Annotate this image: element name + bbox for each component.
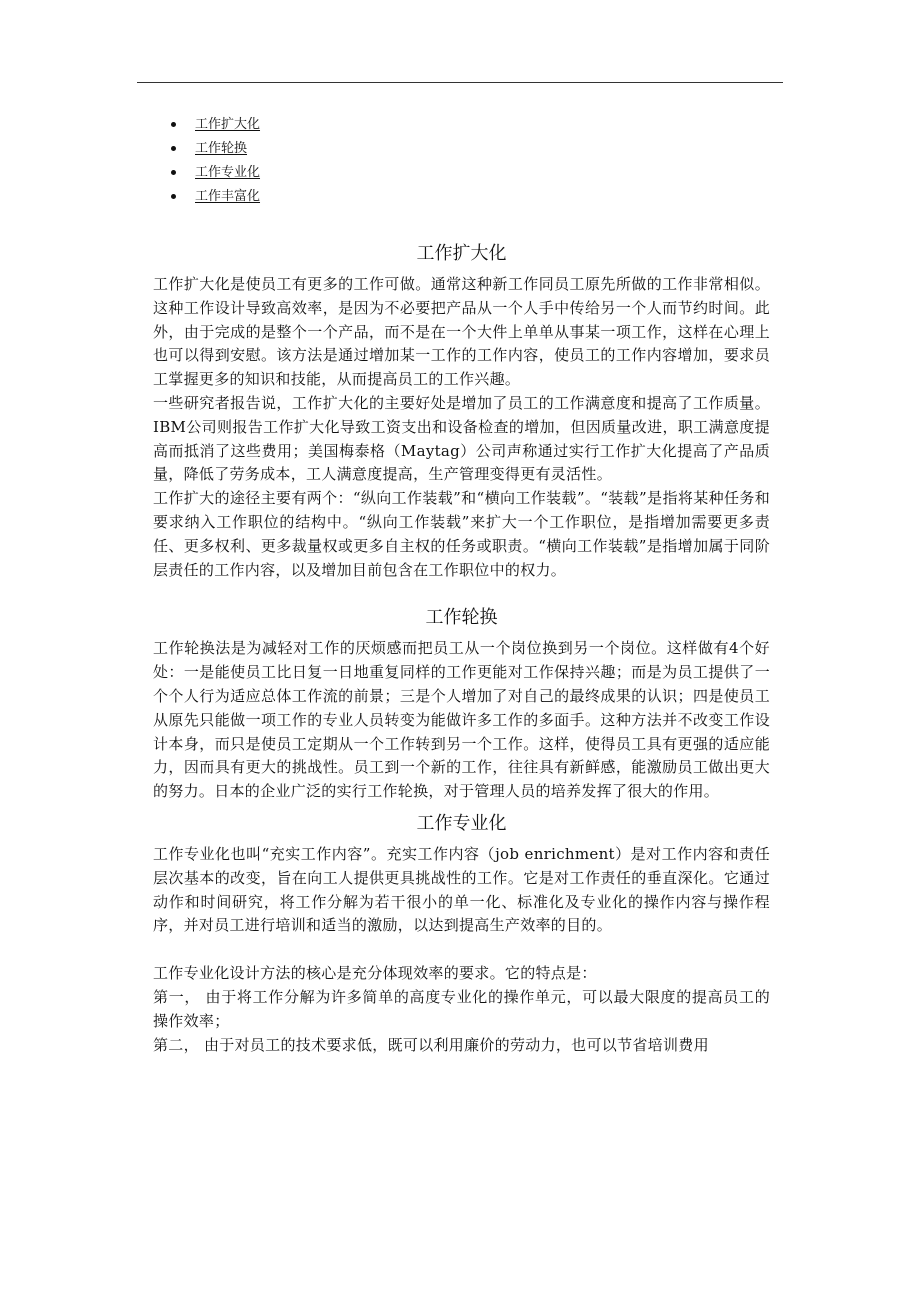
toc-link-job-specialization[interactable]: 工作专业化 xyxy=(195,165,261,180)
paragraph: 工作专业化也叫“充实工作内容”。充实工作内容（job enrichment）是对工作内容和责任层次基本的改变，旨在向工人提供更具挑战性的工作。它是对工作责任的垂直深化。它通过动作和时间研究，将工作分解为若干很小的单一化、标准化及专业化的操作内容与操作程序，并对员工进行培训和适当的激励，以达到提高生产效率的目的。 xyxy=(153,844,770,935)
section-heading-job-rotation: 工作轮换 xyxy=(425,607,498,629)
paragraph: 一些研究者报告说，工作扩大化的主要好处是增加了员工的工作满意度和提高了工作质量。IBM公司则报告工作扩大化导致工资支出和设备检查的增加，但因质量改进，职工满意度提高而抵消了这些费用；美国梅泰格（Maytag）公司声称通过实行工作扩大化提高了产品质量，降低了劳务成本，工人满意度提高，生产管理变得更有灵活性。 xyxy=(153,393,770,484)
paragraph-spacer xyxy=(153,938,770,962)
bullet-icon xyxy=(171,170,176,175)
toc-item xyxy=(195,114,260,138)
toc-link-job-enlargement[interactable]: 工作扩大化 xyxy=(195,117,261,132)
toc-item xyxy=(195,186,260,210)
section-heading-job-specialization: 工作专业化 xyxy=(416,812,507,834)
paragraph: 工作专业化设计方法的核心是充分体现效率的要求。它的特点是： xyxy=(153,964,597,983)
toc-link-job-enrichment[interactable]: 工作丰富化 xyxy=(195,189,261,204)
section-heading-job-enlargement: 工作扩大化 xyxy=(416,243,507,264)
toc-link-job-rotation[interactable]: 工作轮换 xyxy=(195,141,248,156)
bullet-icon xyxy=(171,122,176,127)
toc-item xyxy=(195,138,260,162)
bullet-icon xyxy=(171,146,176,151)
paragraph: 工作扩大的途径主要有两个：“纵向工作装载”和“横向工作装载”。“装载”是指将某种任务和要求纳入工作职位的结构中。“纵向工作装载”来扩大一个工作职位，是指增加需要更多责任、更多权利、更多裁量权或更多自主权的任务或职责。“横向工作装载”是指增加属于同阶层责任的工作内容，以及增加目前包含在工作职位中的权力。 xyxy=(153,489,770,579)
paragraph: 工作扩大化是使员工有更多的工作可做。通常这种新工作同员工原先所做的工作非常相似。这种工作设计导致高效率，是因为不必要把产品从一个人手中传给另一个人而节约时间。此外，由于完成的是整个一个产品，而不是在一个大件上单单从事某一项工作，这样在心理上也可以得到安慰。该方法是通过增加某一工作的工作内容，使员工的工作内容增加，要求员工掌握更多的知识和技能，从而提高员工的工作兴趣。 xyxy=(153,275,770,389)
document-body xyxy=(153,240,770,1057)
table-of-contents xyxy=(195,114,260,210)
bullet-icon xyxy=(171,194,176,199)
header-rule xyxy=(137,82,783,83)
paragraph: 工作轮换法是为减轻对工作的厌烦感而把员工从一个岗位换到另一个岗位。这样做有4个好处：一是能使员工比日复一日地重复同样的工作更能对工作保持兴趣；而是为员工提供了一个个人行为适应总体工作流的前景；三是个人增加了对自己的最终成果的认识；四是使员工从原先只能做一项工作的专业人员转变为能做许多工作的多面手。这种方法并不改变工作设计本身，而只是使员工定期从一个工作转到另一个工作。这样，使得员工具有更强的适应能力，因而具有更大的挑战性。员工到一个新的工作，往往具有新鲜感，能激励员工做出更大的努力。日本的企业广泛的实行工作轮换，对于管理人员的培养发挥了很大的作用。 xyxy=(153,639,770,801)
paragraph: 第二， 由于对员工的技术要求低，既可以利用廉价的劳动力，也可以节省培训费用 xyxy=(153,1035,709,1054)
toc-item xyxy=(195,162,260,186)
paragraph: 第一， 由于将工作分解为许多简单的高度专业化的操作单元，可以最大限度的提高员工的操作效率； xyxy=(153,987,770,1030)
